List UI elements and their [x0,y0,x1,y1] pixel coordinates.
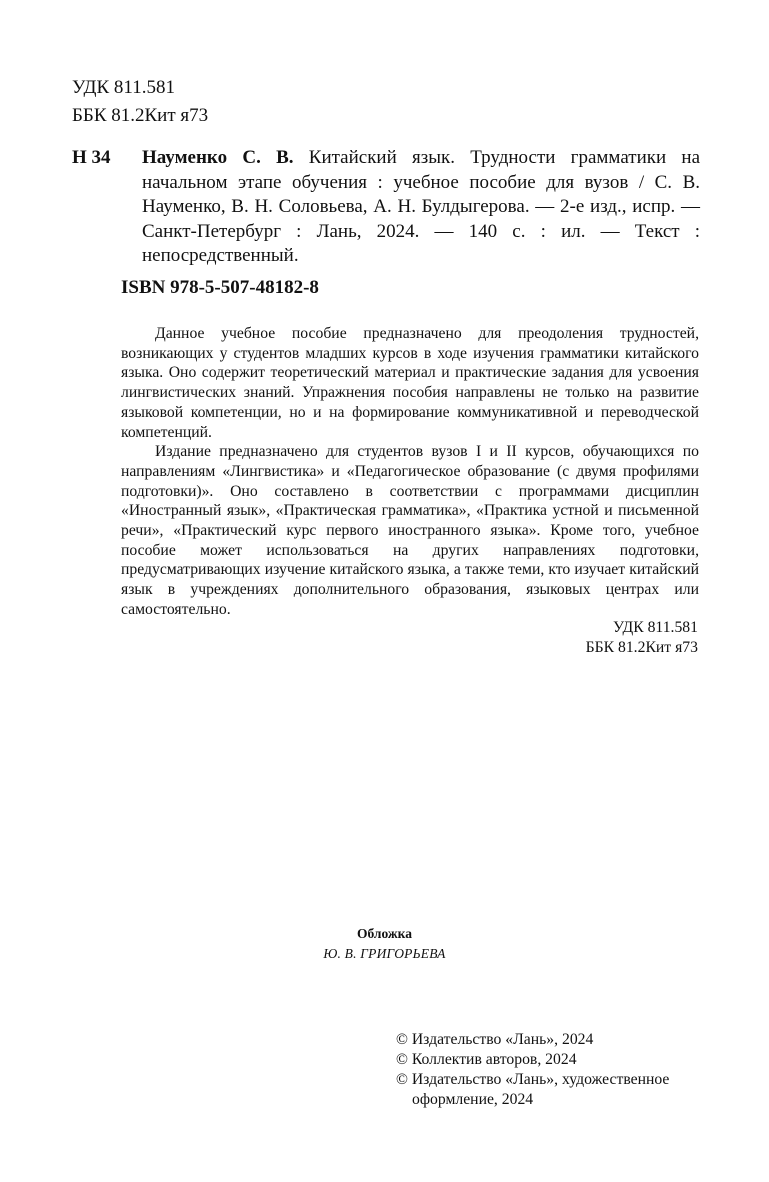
udk-footer [520,618,698,658]
author-mark: Н 34 [72,147,111,168]
copyright-block [396,1030,716,1110]
annotation-paragraph-2: Издание предназначено для студентов вузов I и II курсов, обучающихся по направлениям «Лингвистика» и «Педагогическое образование (с двумя профилями подготовки)». Оно составлено в соответствии с программами дисциплин «Иностранный язык», «Практическая грамматика», «Практика устной и письменной речи», «Практический курс первого иностранного языка». Кроме того, учебное пособие может использоваться на других направлениях подготовки, предусматривающих изучение китайского языка, а также теми, кто изучает китайский язык в учреждениях дополнительного образования, языковых центрах или самостоятельно. [121,443,699,618]
annotation-paragraph-1: Данное учебное пособие предназначено для преодоления трудностей, возникающих у студентов младших курсов в ходе изучения грамматики китайского языка. Оно содержит теоретический материал и практические задания для усвоения лингвистических знаний. Упражнения пособия направлены не только на развитие языковой компетенции, но и на формирование коммуникативной и переводческой компетенций. [121,325,699,441]
bibliographic-description [142,146,700,269]
bibliographic-entry [72,146,700,269]
bbk-code-bottom: ББК 81.2Кит я73 [585,639,698,656]
description-text: Китайский язык. Трудности грамматики на начальном этапе обучения : учебное пособие для вузов / С. В. Науменко, В. Н. Соловьева, А. Н. Булдыгерова. — 2-е изд., испр. — Санкт-Петербург : Лань, 2024. — 140 с. : ил. — Текст : непосредственный. [142,147,701,266]
annotation [121,324,699,620]
copyright-line: © Издательство «Лань», 2024 [396,1031,594,1048]
copyright-line: © Издательство «Лань», художественное [396,1071,670,1088]
cover-designer: Ю. В. ГРИГОРЬЕВА [323,946,446,961]
copyright-line-continued: оформление, 2024 [412,1091,534,1108]
udk-code-bottom: УДК 811.581 [612,619,698,636]
isbn: ISBN 978-5-507-48182-8 [121,277,319,298]
cover-label: Обложка [356,926,412,941]
author-name: Науменко С. В. [142,147,294,168]
cover-credit [0,924,769,964]
udk-header [72,74,208,130]
bbk-code: ББК 81.2Кит я73 [72,105,209,126]
copyright-line: © Коллектив авторов, 2024 [396,1051,577,1068]
udk-code: УДК 811.581 [72,77,175,98]
